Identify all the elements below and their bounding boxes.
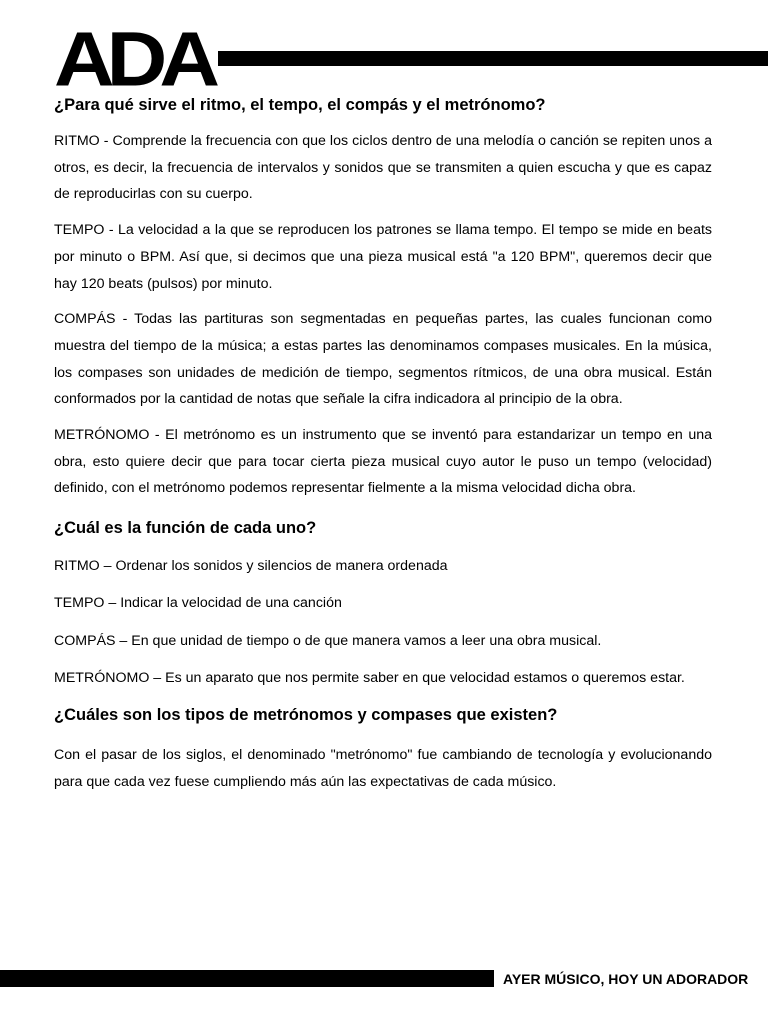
ada-logo: [54, 15, 212, 102]
paragraph-tempo: TEMPO - La velocidad a la que se reproducen los patrones se llama tempo. El tempo se mide en beats por minuto o BPM. Así que, si decimos que una pieza musical está "a 120 BPM", queremos decir que hay 120 beats (pulsos) por minuto.: [54, 222, 712, 292]
heading-types: ¿Cuáles son los tipos de metrónomos y compases que existen?: [54, 705, 558, 724]
function-item-ritmo: RITMO – Ordenar los sonidos y silencios de manera ordenada: [54, 558, 448, 575]
function-item-tempo: TEMPO – Indicar la velocidad de una canción: [54, 595, 342, 612]
header-bar: [218, 51, 768, 66]
function-item-compas: COMPÁS – En que unidad de tiempo o de que manera vamos a leer una obra musical.: [54, 632, 602, 649]
function-item-metronomo: METRÓNOMO – Es un aparato que nos permite saber en que velocidad estamos o queremos estar.: [54, 669, 685, 686]
footer-bar: [0, 970, 494, 987]
paragraph-compas: COMPÁS - Todas las partituras son segmentadas en pequeñas partes, las cuales funcionan como muestra del tiempo de la música; a estas partes las denominamos compases musicales. En la música, los compases son unidades de medición de tiempo, segmentos rítmicos, de una obra musical. Están conformados por la cantidad de notas que señale la cifra indicadora al principio de la obra.: [54, 311, 712, 408]
paragraph-ritmo: RITMO - Comprende la frecuencia con que los ciclos dentro de una melodía o canción se repiten unos a otros, es decir, la frecuencia de intervalos y sonidos que se transmiten a quien escucha y que es capaz de reproducirlas con su cuerpo.: [54, 133, 712, 203]
heading-function: ¿Cuál es la función de cada uno?: [54, 519, 317, 538]
heading-purpose: ¿Para qué sirve el ritmo, el tempo, el compás y el metrónomo?: [54, 96, 546, 114]
paragraph-metronomo: METRÓNOMO - El metrónomo es un instrumento que se inventó para estandarizar un tempo en una obra, esto quiere decir que para tocar cierta pieza musical cuyo autor le puso un tempo (velocidad) definido, con el metrónomo podemos representar fielmente a la misma velocidad dicha obra.: [54, 427, 712, 497]
document-body: [54, 92, 712, 795]
footer-tagline: AYER MÚSICO, HOY UN ADORADOR: [503, 971, 749, 987]
logo-text: ADA: [54, 15, 212, 102]
paragraph-closing: Con el pasar de los siglos, el denominado "metrónomo" fue cambiando de tecnología y evolucionando para que cada vez fuese cumpliendo más aún las expectativas de cada músico.: [54, 746, 712, 790]
function-list: [54, 553, 712, 691]
